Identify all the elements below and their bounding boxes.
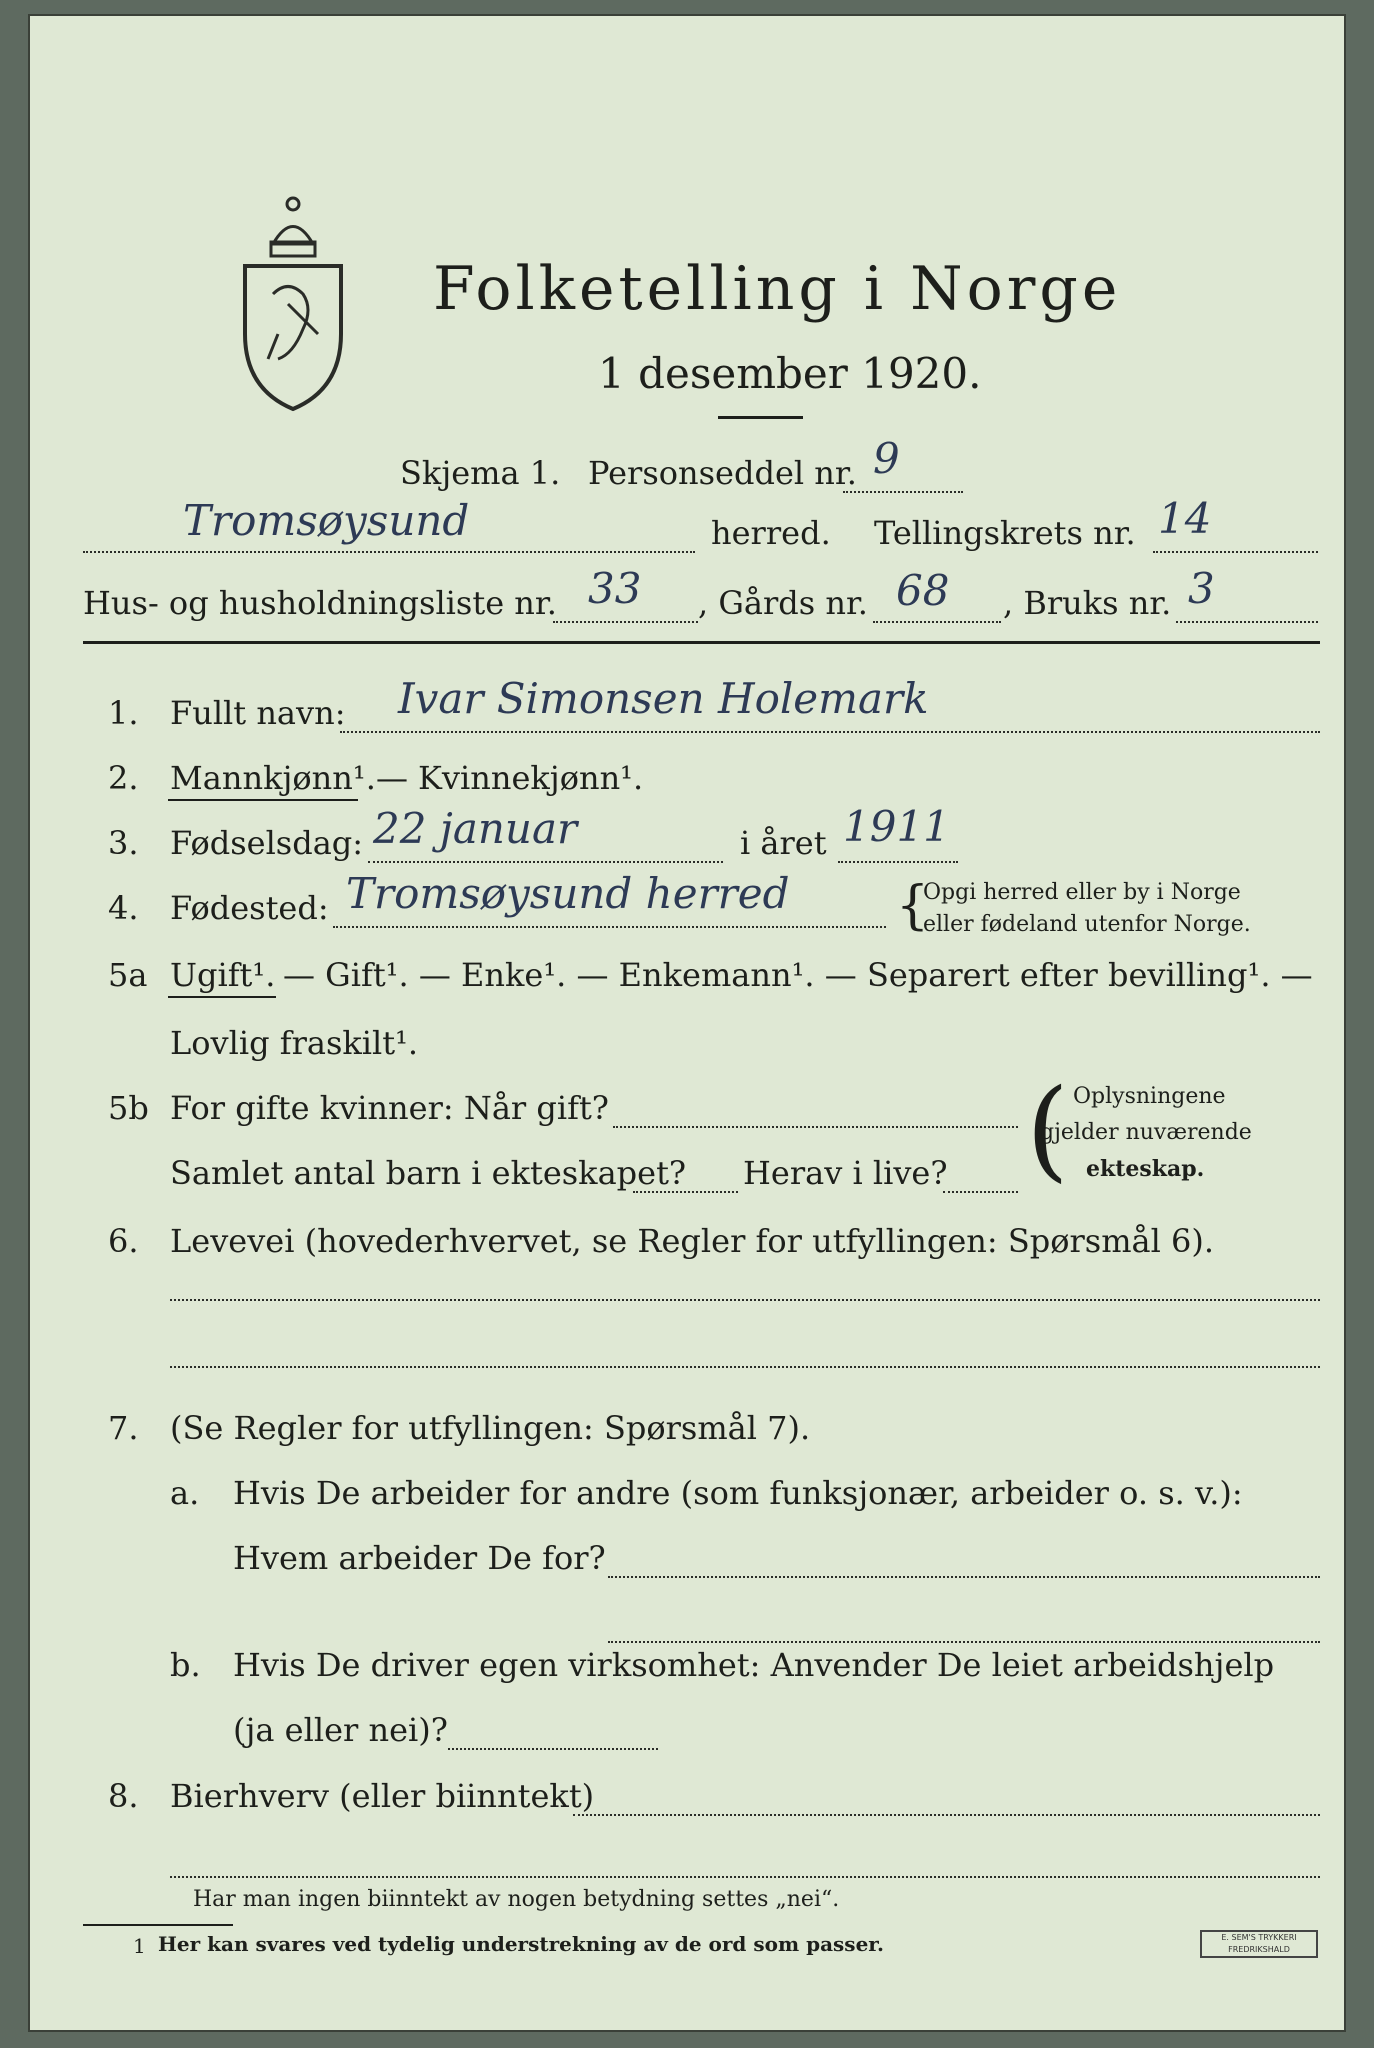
q5b-note-line3: ekteskap. — [1086, 1156, 1205, 1182]
q7a-answer-line[interactable] — [608, 1576, 1320, 1578]
birth-day-value[interactable]: 22 januar — [373, 804, 578, 853]
tellingskrets-label: Tellingskrets nr. — [874, 514, 1136, 552]
q7b-answer-line[interactable] — [448, 1748, 658, 1750]
personseddel-label: Personseddel nr. — [588, 454, 857, 492]
printer-stamp: E. SEM'S TRYKKERI FREDRIKSHALD — [1200, 1930, 1318, 1958]
q7b-letter: b. — [170, 1646, 201, 1684]
q1-label: Fullt navn: — [170, 694, 346, 732]
q3-label: Fødselsdag: — [170, 824, 364, 862]
female-option[interactable]: Kvinnekjønn¹. — [418, 759, 644, 797]
q1-number: 1. — [108, 694, 139, 732]
q4-number: 4. — [108, 889, 139, 927]
bruks-value[interactable]: 3 — [1188, 564, 1215, 613]
q8-note: Har man ingen biinntekt av nogen betydning settes „nei“. — [193, 1887, 840, 1912]
herred-label: herred. — [711, 514, 831, 552]
q8-answer-line2[interactable] — [170, 1876, 1320, 1878]
q4-note-line1: Opgi herred eller by i Norge — [923, 880, 1241, 905]
footnote-rule — [83, 1924, 233, 1926]
hus-value[interactable]: 33 — [588, 564, 642, 613]
bruks-label: , Bruks nr. — [1003, 584, 1172, 622]
birthplace-value[interactable]: Tromsøysund herred — [346, 869, 790, 918]
q5b-alive-label: Herav i live? — [743, 1154, 948, 1192]
birth-year-value[interactable]: 1911 — [843, 802, 950, 851]
q6-label: Levevei (hovederhvervet, se Regler for utfyllingen: Spørsmål 6). — [170, 1222, 1215, 1260]
q5b-line1: For gifte kvinner: Når gift? — [170, 1089, 609, 1127]
civil-status-options[interactable]: — Gift¹. — Enke¹. — Enkemann¹. — Separert efter bevilling¹. — — [283, 956, 1313, 994]
unmarried-option[interactable]: Ugift¹. — [170, 956, 276, 994]
q2-number: 2. — [108, 759, 139, 797]
q5b-note-line2: gjelder nuværende — [1040, 1120, 1252, 1145]
header-rule — [83, 641, 1320, 644]
q4-note-line2: eller fødeland utenfor Norge. — [923, 912, 1251, 937]
form-title: Folketelling i Norge — [433, 254, 1122, 324]
q8-label: Bierhverv (eller biinntekt) — [170, 1777, 595, 1815]
q5a-number: 5a — [108, 956, 148, 994]
q7b-line2: (ja eller nei)? — [233, 1711, 448, 1749]
herred-value[interactable]: Tromsøysund — [183, 496, 470, 545]
male-underline — [168, 799, 358, 801]
q5b-number: 5b — [108, 1089, 149, 1127]
form-date: 1 desember 1920. — [598, 349, 982, 398]
q5b-children-label: Samlet antal barn i ekteskapet? — [170, 1154, 687, 1192]
q7a-answer-line2[interactable] — [608, 1641, 1320, 1643]
q5b-note-line1: Oplysningene — [1073, 1084, 1226, 1109]
q5b-brace: ( — [1026, 1065, 1069, 1193]
skjema-label: Skjema 1. — [400, 454, 561, 492]
q8-answer-line[interactable] — [573, 1814, 1320, 1816]
q7a-line2: Hvem arbeider De for? — [233, 1539, 606, 1577]
q6-answer-line2[interactable] — [170, 1366, 1320, 1368]
q7-number: 7. — [108, 1409, 139, 1447]
q7a-letter: a. — [170, 1474, 200, 1512]
tellingskrets-value[interactable]: 14 — [1158, 494, 1212, 543]
hus-label: Hus- og husholdningsliste nr. — [83, 584, 557, 622]
gards-value[interactable]: 68 — [896, 566, 950, 615]
q6-number: 6. — [108, 1222, 139, 1260]
gards-label: , Gårds nr. — [698, 584, 868, 622]
q7-label: (Se Regler for utfyllingen: Spørsmål 7). — [170, 1409, 811, 1447]
q4-brace: { — [896, 876, 930, 936]
q4-label: Fødested: — [170, 889, 329, 927]
q2-separator: — — [376, 759, 408, 797]
q6-answer-line1[interactable] — [170, 1299, 1320, 1301]
coat-of-arms-icon — [233, 184, 353, 414]
title-divider — [718, 416, 803, 419]
footnote-mark: 1 — [133, 1934, 146, 1958]
footnote-text: Her kan svares ved tydelig understrekning av de ord som passer. — [158, 1932, 884, 1956]
q7a-line1: Hvis De arbeider for andre (som funksjonær, arbeider o. s. v.): — [233, 1474, 1243, 1512]
unmarried-underline — [168, 996, 276, 998]
personseddel-value[interactable]: 9 — [873, 434, 900, 483]
full-name-value[interactable]: Ivar Simonsen Holemark — [398, 674, 929, 723]
male-option[interactable]: Mannkjønn¹. — [170, 759, 376, 797]
q7b-line1: Hvis De driver egen virksomhet: Anvender De leiet arbeidshjelp — [233, 1646, 1275, 1684]
year-label: i året — [740, 824, 827, 862]
census-form — [28, 14, 1346, 2032]
q8-number: 8. — [108, 1777, 139, 1815]
q3-number: 3. — [108, 824, 139, 862]
divorced-option[interactable]: Lovlig fraskilt¹. — [170, 1024, 419, 1062]
